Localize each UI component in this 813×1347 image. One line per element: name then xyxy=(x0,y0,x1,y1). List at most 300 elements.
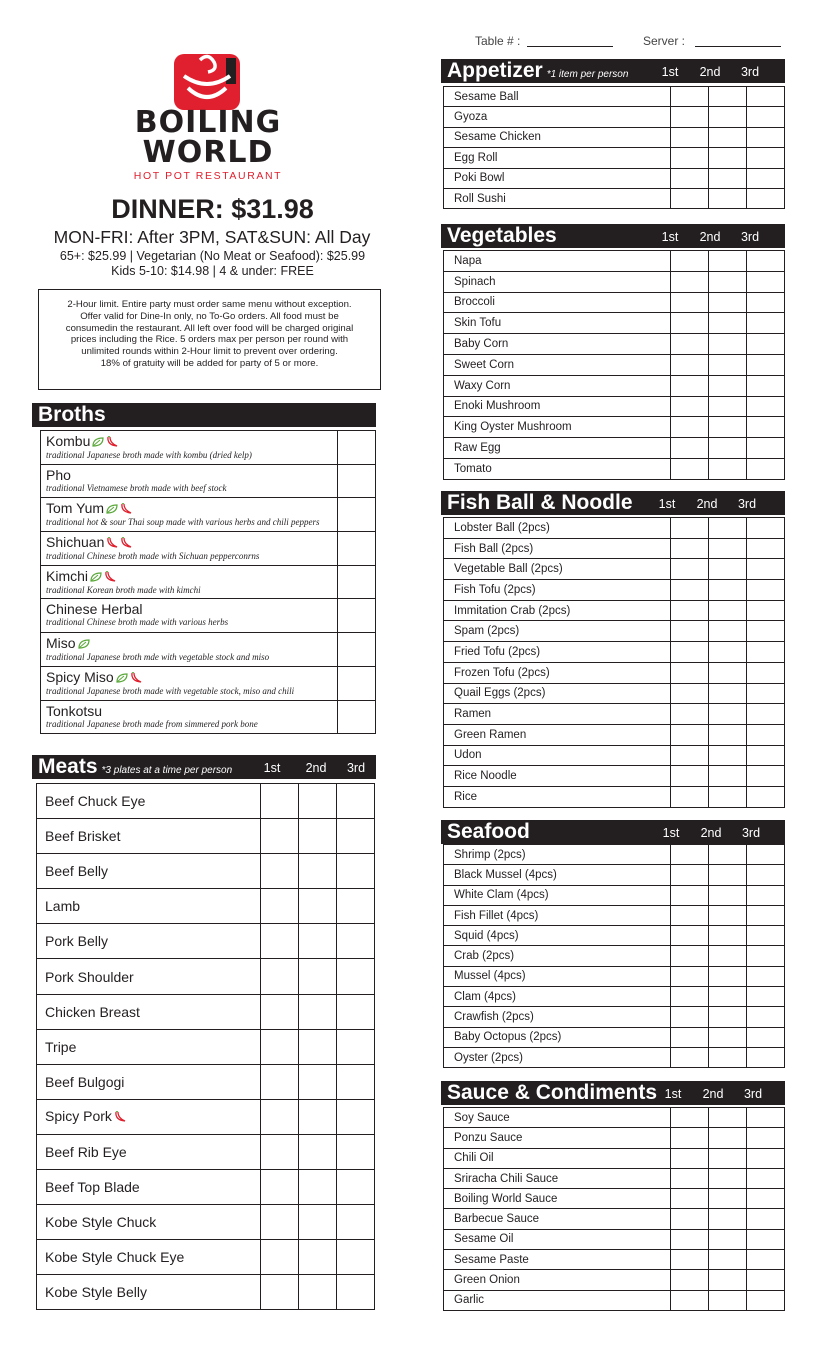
vegetables-round-3rd-box[interactable] xyxy=(747,251,785,272)
broth-checkbox[interactable] xyxy=(338,599,376,633)
seafood-round-3rd-box[interactable] xyxy=(747,1007,785,1027)
vegetables-row xyxy=(444,458,785,479)
vegetables-round-1st-box[interactable] xyxy=(671,251,709,272)
leaf-icon xyxy=(78,636,90,652)
fishball-round-1st-box[interactable] xyxy=(671,745,709,766)
sauce-round-3rd-box[interactable] xyxy=(747,1209,785,1229)
meat-round-1st-box[interactable] xyxy=(261,1205,299,1240)
appetizer-round-1st-box[interactable] xyxy=(671,188,709,208)
seafood-title-text: Seafood xyxy=(447,820,530,843)
meat-round-2nd-box[interactable] xyxy=(299,819,337,854)
sauce-round-2nd-box[interactable] xyxy=(709,1128,747,1148)
vegetables-item-name: Raw Egg xyxy=(444,438,671,459)
seafood-round-1st-box[interactable] xyxy=(671,865,709,885)
appetizer-row xyxy=(444,168,785,188)
vegetables-round-3rd-box[interactable] xyxy=(747,271,785,292)
seafood-round-1st-box[interactable] xyxy=(671,987,709,1007)
meat-round-3rd-box[interactable] xyxy=(337,889,375,924)
meat-round-2nd-box[interactable] xyxy=(299,784,337,819)
meat-round-3rd-box[interactable] xyxy=(337,1205,375,1240)
meat-row xyxy=(37,1240,375,1275)
meat-round-2nd-box[interactable] xyxy=(299,959,337,994)
fishball-round-2nd-box[interactable] xyxy=(709,518,747,539)
seafood-round-1st-box[interactable] xyxy=(671,1007,709,1027)
vegetables-round-1st-box[interactable] xyxy=(671,458,709,479)
seafood-round-1st-box[interactable] xyxy=(671,926,709,946)
appetizer-round-3rd-box[interactable] xyxy=(747,188,785,208)
appetizer-row xyxy=(444,107,785,127)
seafood-round-3rd-box[interactable] xyxy=(747,1047,785,1067)
seafood-round-3rd-box[interactable] xyxy=(747,845,785,865)
broth-name xyxy=(46,601,332,617)
meat-round-1st-box[interactable] xyxy=(261,1275,299,1310)
appetizer-round-3rd-box[interactable] xyxy=(747,107,785,127)
broth-checkbox[interactable] xyxy=(338,565,376,599)
sauce-round-3rd-box[interactable] xyxy=(747,1128,785,1148)
seafood-row xyxy=(444,946,785,966)
sauce-round-1st-box[interactable] xyxy=(671,1168,709,1188)
meat-round-1st-box[interactable] xyxy=(261,889,299,924)
meat-round-1st-box[interactable] xyxy=(261,994,299,1029)
sauce-round-2nd-box[interactable] xyxy=(709,1270,747,1290)
meat-name-text: Lamb xyxy=(45,898,81,915)
meat-round-1st-box[interactable] xyxy=(261,784,299,819)
meat-round-2nd-box[interactable] xyxy=(299,994,337,1029)
broth-row[interactable] xyxy=(41,599,376,633)
vegetables-round-1st-box[interactable] xyxy=(671,354,709,375)
meat-row xyxy=(37,1099,375,1134)
meat-round-1st-box[interactable] xyxy=(261,1064,299,1099)
broth-name-text: Tonkotsu xyxy=(46,702,103,719)
fishball-table xyxy=(443,517,785,808)
meat-round-3rd-box[interactable] xyxy=(337,1099,375,1134)
meat-round-2nd-box[interactable] xyxy=(299,854,337,889)
seafood-round-1st-box[interactable] xyxy=(671,946,709,966)
seafood-round-2nd-box[interactable] xyxy=(709,865,747,885)
appetizer-round-1st-box[interactable] xyxy=(671,87,709,107)
vegetables-round-1st-box[interactable] xyxy=(671,292,709,313)
sauce-table xyxy=(443,1107,785,1311)
fishball-round-3rd-box[interactable] xyxy=(747,538,785,559)
seafood-item-name: Shrimp (2pcs) xyxy=(444,845,671,865)
fishball-round-1st-box[interactable] xyxy=(671,786,709,807)
round-first-label: 1st xyxy=(661,230,679,244)
meat-round-2nd-box[interactable] xyxy=(299,1240,337,1275)
meat-name xyxy=(37,1064,261,1099)
fishball-item-name: Fish Ball (2pcs) xyxy=(444,538,671,559)
sauce-round-3rd-box[interactable] xyxy=(747,1270,785,1290)
broth-row[interactable] xyxy=(41,431,376,465)
appetizer-round-2nd-box[interactable] xyxy=(709,148,747,168)
vegetables-round-3rd-box[interactable] xyxy=(747,292,785,313)
fishball-item-name: Green Ramen xyxy=(444,724,671,745)
meat-name-text: Beef Chuck Eye xyxy=(45,793,146,810)
fishball-round-3rd-box[interactable] xyxy=(747,621,785,642)
sauce-item-name: Garlic xyxy=(444,1290,671,1310)
seafood-round-3rd-box[interactable] xyxy=(747,1027,785,1047)
meat-round-3rd-box[interactable] xyxy=(337,924,375,959)
meat-round-3rd-box[interactable] xyxy=(337,959,375,994)
fishball-round-2nd-box[interactable] xyxy=(709,642,747,663)
vegetables-round-2nd-box[interactable] xyxy=(709,251,747,272)
fishball-round-1st-box[interactable] xyxy=(671,642,709,663)
meat-round-3rd-box[interactable] xyxy=(337,1275,375,1310)
vegetables-round-2nd-box[interactable] xyxy=(709,334,747,355)
broth-name-text: Pho xyxy=(46,466,71,483)
fishball-round-2nd-box[interactable] xyxy=(709,704,747,725)
vegetables-title xyxy=(447,223,561,253)
fishball-header xyxy=(441,491,785,515)
meat-round-1st-box[interactable] xyxy=(261,854,299,889)
sauce-round-3rd-box[interactable] xyxy=(747,1148,785,1168)
seafood-round-1st-box[interactable] xyxy=(671,1047,709,1067)
fishball-round-1st-box[interactable] xyxy=(671,559,709,580)
sauce-round-1st-box[interactable] xyxy=(671,1229,709,1249)
broth-checkbox[interactable] xyxy=(338,532,376,566)
vegetables-round-1st-box[interactable] xyxy=(671,375,709,396)
meat-round-3rd-box[interactable] xyxy=(337,1134,375,1169)
sauce-row xyxy=(444,1209,785,1229)
seafood-round-3rd-box[interactable] xyxy=(747,885,785,905)
fishball-round-2nd-box[interactable] xyxy=(709,600,747,621)
vegetables-round-3rd-box[interactable] xyxy=(747,417,785,438)
meat-round-2nd-box[interactable] xyxy=(299,1099,337,1134)
broth-row[interactable] xyxy=(41,666,376,700)
fishball-round-3rd-box[interactable] xyxy=(747,600,785,621)
fishball-round-1st-box[interactable] xyxy=(671,580,709,601)
broth-checkbox[interactable] xyxy=(338,633,376,667)
vegetables-round-2nd-box[interactable] xyxy=(709,313,747,334)
sauce-round-1st-box[interactable] xyxy=(671,1128,709,1148)
fishball-round-2nd-box[interactable] xyxy=(709,538,747,559)
fishball-row xyxy=(444,580,785,601)
meat-round-2nd-box[interactable] xyxy=(299,1029,337,1064)
fishball-round-1st-box[interactable] xyxy=(671,766,709,787)
round-third-label: 3rd xyxy=(743,1087,763,1101)
sauce-item-name: Boiling World Sauce xyxy=(444,1189,671,1209)
fishball-round-3rd-box[interactable] xyxy=(747,724,785,745)
seafood-round-3rd-box[interactable] xyxy=(747,865,785,885)
vegetables-round-2nd-box[interactable] xyxy=(709,354,747,375)
sauce-round-2nd-box[interactable] xyxy=(709,1209,747,1229)
fishball-item-name: Rice xyxy=(444,786,671,807)
meat-round-1st-box[interactable] xyxy=(261,1134,299,1169)
fishball-round-1st-box[interactable] xyxy=(671,600,709,621)
meat-round-2nd-box[interactable] xyxy=(299,1275,337,1310)
broth-row[interactable] xyxy=(41,464,376,498)
appetizer-round-2nd-box[interactable] xyxy=(709,188,747,208)
seafood-round-2nd-box[interactable] xyxy=(709,926,747,946)
appetizer-round-3rd-box[interactable] xyxy=(747,127,785,147)
broth-checkbox[interactable] xyxy=(338,498,376,532)
leaf-icon xyxy=(106,501,118,517)
vegetables-item-name: Napa xyxy=(444,251,671,272)
sauce-round-2nd-box[interactable] xyxy=(709,1148,747,1168)
vegetables-round-3rd-box[interactable] xyxy=(747,375,785,396)
vegetables-round-1st-box[interactable] xyxy=(671,271,709,292)
fishball-round-2nd-box[interactable] xyxy=(709,662,747,683)
fishball-item-name: Fish Tofu (2pcs) xyxy=(444,580,671,601)
meat-round-1st-box[interactable] xyxy=(261,959,299,994)
seafood-round-3rd-box[interactable] xyxy=(747,926,785,946)
broth-description: traditional Chinese broth made with Sichuan pepperconrns xyxy=(46,551,260,562)
fishball-round-1st-box[interactable] xyxy=(671,683,709,704)
sauce-round-2nd-box[interactable] xyxy=(709,1108,747,1128)
appetizer-round-2nd-box[interactable] xyxy=(709,87,747,107)
fishball-round-3rd-box[interactable] xyxy=(747,559,785,580)
vegetables-row xyxy=(444,396,785,417)
round-second-label: 2nd xyxy=(699,65,721,79)
chili-icon xyxy=(120,501,132,517)
vegetables-round-3rd-box[interactable] xyxy=(747,334,785,355)
sauce-row xyxy=(444,1290,785,1310)
appetizer-round-1st-box[interactable] xyxy=(671,127,709,147)
meat-round-2nd-box[interactable] xyxy=(299,1134,337,1169)
vegetables-round-2nd-box[interactable] xyxy=(709,438,747,459)
meat-round-3rd-box[interactable] xyxy=(337,784,375,819)
broth-name-text: Tom Yum xyxy=(46,500,105,517)
meat-round-2nd-box[interactable] xyxy=(299,1170,337,1205)
fishball-round-3rd-box[interactable] xyxy=(747,662,785,683)
fishball-round-3rd-box[interactable] xyxy=(747,518,785,539)
meat-round-2nd-box[interactable] xyxy=(299,889,337,924)
fishball-round-2nd-box[interactable] xyxy=(709,745,747,766)
vegetables-item-name: King Oyster Mushroom xyxy=(444,417,671,438)
meat-name xyxy=(37,959,261,994)
fishball-title xyxy=(447,490,637,520)
sauce-round-1st-box[interactable] xyxy=(671,1148,709,1168)
fishball-round-2nd-box[interactable] xyxy=(709,559,747,580)
broths-header xyxy=(32,403,376,427)
broth-description: traditional Japanese broth mde with vegetable stock and miso xyxy=(46,652,270,663)
meat-name-text: Chicken Breast xyxy=(45,1003,140,1020)
fishball-round-3rd-box[interactable] xyxy=(747,766,785,787)
vegetables-round-2nd-box[interactable] xyxy=(709,292,747,313)
seafood-round-2nd-box[interactable] xyxy=(709,987,747,1007)
seafood-round-2nd-box[interactable] xyxy=(709,1027,747,1047)
fishball-row xyxy=(444,538,785,559)
vegetables-round-2nd-box[interactable] xyxy=(709,396,747,417)
sauce-round-1st-box[interactable] xyxy=(671,1189,709,1209)
broth-name xyxy=(46,433,332,450)
meat-round-1st-box[interactable] xyxy=(261,924,299,959)
seafood-round-1st-box[interactable] xyxy=(671,1027,709,1047)
seafood-round-2nd-box[interactable] xyxy=(709,885,747,905)
broth-checkbox[interactable] xyxy=(338,431,376,465)
seafood-round-1st-box[interactable] xyxy=(671,845,709,865)
vegetables-round-1st-box[interactable] xyxy=(671,417,709,438)
seafood-row xyxy=(444,1027,785,1047)
broth-name xyxy=(46,467,332,483)
meat-round-2nd-box[interactable] xyxy=(299,1064,337,1099)
broth-row[interactable] xyxy=(41,565,376,599)
vegetables-item-name: Sweet Corn xyxy=(444,354,671,375)
seafood-row xyxy=(444,1007,785,1027)
sauce-round-1st-box[interactable] xyxy=(671,1270,709,1290)
vegetables-row xyxy=(444,271,785,292)
meat-round-3rd-box[interactable] xyxy=(337,1064,375,1099)
fishball-round-2nd-box[interactable] xyxy=(709,683,747,704)
broth-row[interactable] xyxy=(41,633,376,667)
sauce-round-1st-box[interactable] xyxy=(671,1108,709,1128)
meat-round-3rd-box[interactable] xyxy=(337,819,375,854)
vegetables-round-2nd-box[interactable] xyxy=(709,375,747,396)
vegetables-round-2nd-box[interactable] xyxy=(709,271,747,292)
vegetables-round-3rd-box[interactable] xyxy=(747,438,785,459)
seafood-round-2nd-box[interactable] xyxy=(709,905,747,925)
leaf-icon xyxy=(92,434,104,450)
broth-description: traditional hot & sour Thai soup made with various herbs and chili peppers xyxy=(46,517,320,528)
sauce-round-3rd-box[interactable] xyxy=(747,1229,785,1249)
appetizer-round-1st-box[interactable] xyxy=(671,148,709,168)
meat-round-3rd-box[interactable] xyxy=(337,1170,375,1205)
appetizer-round-2nd-box[interactable] xyxy=(709,168,747,188)
vegetables-round-1st-box[interactable] xyxy=(671,396,709,417)
sauce-round-2nd-box[interactable] xyxy=(709,1189,747,1209)
sauce-round-3rd-box[interactable] xyxy=(747,1108,785,1128)
sauce-round-2nd-box[interactable] xyxy=(709,1290,747,1310)
seafood-round-2nd-box[interactable] xyxy=(709,1007,747,1027)
meats-title xyxy=(38,754,232,784)
seafood-round-1st-box[interactable] xyxy=(671,905,709,925)
fishball-round-1st-box[interactable] xyxy=(671,662,709,683)
sauce-round-1st-box[interactable] xyxy=(671,1209,709,1229)
seafood-row xyxy=(444,905,785,925)
seafood-round-3rd-box[interactable] xyxy=(747,966,785,986)
appetizer-round-3rd-box[interactable] xyxy=(747,168,785,188)
appetizer-row xyxy=(444,188,785,208)
sauce-round-2nd-box[interactable] xyxy=(709,1229,747,1249)
appetizer-round-3rd-box[interactable] xyxy=(747,148,785,168)
broth-row[interactable] xyxy=(41,498,376,532)
appetizer-round-3rd-box[interactable] xyxy=(747,87,785,107)
seafood-round-1st-box[interactable] xyxy=(671,966,709,986)
seafood-round-2nd-box[interactable] xyxy=(709,845,747,865)
appetizer-item-name: Gyoza xyxy=(444,107,671,127)
fishball-round-2nd-box[interactable] xyxy=(709,621,747,642)
chili-icon xyxy=(106,434,118,450)
sauce-round-3rd-box[interactable] xyxy=(747,1189,785,1209)
meat-name-text: Beef Belly xyxy=(45,863,109,880)
dinner-hours: MON-FRI: After 3PM, SAT&SUN: All Day xyxy=(53,227,371,247)
chili-icon xyxy=(106,535,118,551)
meat-round-3rd-box[interactable] xyxy=(337,854,375,889)
meat-round-3rd-box[interactable] xyxy=(337,1240,375,1275)
vegetables-round-1st-box[interactable] xyxy=(671,334,709,355)
vegetables-row xyxy=(444,313,785,334)
broth-checkbox[interactable] xyxy=(338,666,376,700)
vegetables-round-3rd-box[interactable] xyxy=(747,313,785,334)
broth-checkbox[interactable] xyxy=(338,700,376,734)
fishball-round-2nd-box[interactable] xyxy=(709,724,747,745)
appetizer-row xyxy=(444,148,785,168)
server-field[interactable] xyxy=(695,46,781,47)
sauce-round-3rd-box[interactable] xyxy=(747,1250,785,1270)
seafood-round-2nd-box[interactable] xyxy=(709,946,747,966)
fishball-round-1st-box[interactable] xyxy=(671,704,709,725)
fishball-row xyxy=(444,642,785,663)
fishball-item-name: Fried Tofu (2pcs) xyxy=(444,642,671,663)
seafood-round-2nd-box[interactable] xyxy=(709,966,747,986)
sauce-round-2nd-box[interactable] xyxy=(709,1168,747,1188)
sauce-round-1st-box[interactable] xyxy=(671,1250,709,1270)
broth-checkbox[interactable] xyxy=(338,464,376,498)
meat-round-1st-box[interactable] xyxy=(261,819,299,854)
table-number-field[interactable] xyxy=(527,46,613,47)
meat-round-3rd-box[interactable] xyxy=(337,994,375,1029)
meat-name xyxy=(37,994,261,1029)
sauce-round-2nd-box[interactable] xyxy=(709,1250,747,1270)
brand-name-line2: WORLD xyxy=(142,135,274,170)
meat-row xyxy=(37,889,375,924)
fishball-round-2nd-box[interactable] xyxy=(709,580,747,601)
fishball-round-1st-box[interactable] xyxy=(671,518,709,539)
broth-row[interactable] xyxy=(41,532,376,566)
fishball-round-3rd-box[interactable] xyxy=(747,745,785,766)
sauce-round-3rd-box[interactable] xyxy=(747,1290,785,1310)
meat-round-3rd-box[interactable] xyxy=(337,1029,375,1064)
vegetables-item-name: Enoki Mushroom xyxy=(444,396,671,417)
meat-round-2nd-box[interactable] xyxy=(299,924,337,959)
vegetables-round-3rd-box[interactable] xyxy=(747,354,785,375)
appetizer-table xyxy=(443,86,785,209)
seafood-round-3rd-box[interactable] xyxy=(747,946,785,966)
sauce-round-1st-box[interactable] xyxy=(671,1290,709,1310)
meat-round-1st-box[interactable] xyxy=(261,1099,299,1134)
meat-round-1st-box[interactable] xyxy=(261,1240,299,1275)
vegetables-round-1st-box[interactable] xyxy=(671,438,709,459)
fishball-round-3rd-box[interactable] xyxy=(747,642,785,663)
seafood-round-2nd-box[interactable] xyxy=(709,1047,747,1067)
vegetables-round-2nd-box[interactable] xyxy=(709,417,747,438)
fishball-round-3rd-box[interactable] xyxy=(747,786,785,807)
seafood-round-3rd-box[interactable] xyxy=(747,905,785,925)
meat-row xyxy=(37,924,375,959)
appetizer-round-2nd-box[interactable] xyxy=(709,107,747,127)
vegetables-round-3rd-box[interactable] xyxy=(747,458,785,479)
meat-round-1st-box[interactable] xyxy=(261,1029,299,1064)
fishball-round-3rd-box[interactable] xyxy=(747,580,785,601)
meat-round-1st-box[interactable] xyxy=(261,1170,299,1205)
seafood-round-1st-box[interactable] xyxy=(671,885,709,905)
meat-row xyxy=(37,1205,375,1240)
fishball-round-2nd-box[interactable] xyxy=(709,786,747,807)
meat-name xyxy=(37,924,261,959)
seafood-round-3rd-box[interactable] xyxy=(747,987,785,1007)
sauce-round-3rd-box[interactable] xyxy=(747,1168,785,1188)
vegetables-round-3rd-box[interactable] xyxy=(747,396,785,417)
broth-row[interactable] xyxy=(41,700,376,734)
vegetables-row xyxy=(444,354,785,375)
fishball-round-1st-box[interactable] xyxy=(671,621,709,642)
round-second-label: 2nd xyxy=(702,1087,724,1101)
meat-round-2nd-box[interactable] xyxy=(299,1205,337,1240)
appetizer-round-2nd-box[interactable] xyxy=(709,127,747,147)
fishball-round-3rd-box[interactable] xyxy=(747,683,785,704)
broth-description: traditional Japanese broth made with vegetable stock, miso and chili xyxy=(46,685,295,696)
appetizer-round-1st-box[interactable] xyxy=(671,168,709,188)
fishball-round-1st-box[interactable] xyxy=(671,538,709,559)
fishball-round-3rd-box[interactable] xyxy=(747,704,785,725)
appetizer-round-1st-box[interactable] xyxy=(671,107,709,127)
appetizer-row xyxy=(444,127,785,147)
fishball-round-2nd-box[interactable] xyxy=(709,766,747,787)
meat-name xyxy=(37,854,261,889)
meat-name xyxy=(37,1275,261,1310)
vegetables-round-2nd-box[interactable] xyxy=(709,458,747,479)
fishball-round-1st-box[interactable] xyxy=(671,724,709,745)
vegetables-round-1st-box[interactable] xyxy=(671,313,709,334)
